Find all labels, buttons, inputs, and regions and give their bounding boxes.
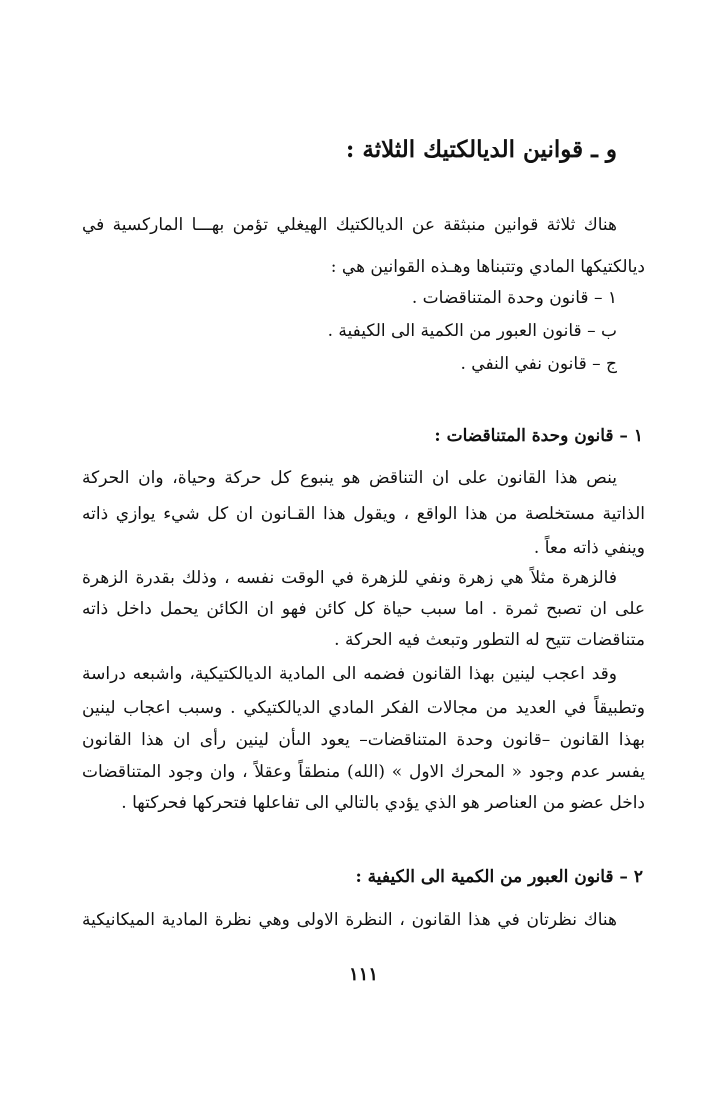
paragraph1-line-3: وينفي ذاته معاً . [533, 538, 645, 558]
law-item-3: ج – قانون نفي النفي . [460, 354, 617, 374]
law-item-2: ب – قانون العبور من الكمية الى الكيفية . [327, 321, 617, 341]
law-item-1: ١ – قانون وحدة المتناقضات . [411, 288, 617, 308]
page-number: ١١١ [348, 964, 378, 985]
subheading-quantity-to-quality: ٢ – قانون العبور من الكمية الى الكيفية : [355, 867, 643, 887]
subheading-unity-of-opposites: ١ – قانون وحدة المتناقضات : [434, 426, 643, 446]
paragraph2-line-2: على ان تصبح ثمرة . اما سبب حياة كل كائن فهو ان الكائن يحمل داخل ذاته [82, 599, 645, 619]
paragraph3-line-3: بهذا القانون –قانون وحدة المتناقضات– يعود الىأن لينين رأى ان هذا القانون [82, 730, 645, 750]
paragraph3-line-1: وقد اعجب لينين بهذا القانون فضمه الى المادية الديالكتيكية، واشبعه دراسة [82, 664, 617, 684]
paragraph2-line-1: فالزهرة مثلاً هي زهرة ونفي للزهرة في الوقت نفسه ، وذلك بقدرة الزهرة [82, 568, 617, 588]
paragraph1-line-2: الذاتية مستخلصة من هذا الواقع ، ويقول هذا القـانون ان كل شيء يوازي ذاته [82, 504, 645, 524]
paragraph2-line-3: متناقضات تتيح له التطور وتبعث فيه الحركة . [334, 630, 645, 650]
paragraph3-line-4: يفسر عدم وجود « المحرك الاول » (الله) منطقاً وعقلاً ، وان وجود المتناقضات [82, 762, 645, 782]
intro-line-1: هناك ثلاثة قوانين منبثقة عن الديالكتيك الهيغلي تؤمن بهـــا الماركسية في [82, 215, 617, 235]
paragraph3-line-5: داخل عضو من العناصر هو الذي يؤدي بالتالي الى تفاعلها فتحركها فحركتها . [121, 793, 645, 813]
intro-line-2: ديالكتيكها المادي وتتبناها وهـذه القوانين هي : [330, 257, 645, 277]
paragraph1-line-1: ينص هذا القانون على ان التناقض هو ينبوع كل حركة وحياة، وان الحركة [82, 468, 617, 488]
section-title: و ـ قوانين الديالكتيك الثلاثة : [345, 136, 617, 163]
paragraph4-line-1: هناك نظرتان في هذا القانون ، النظرة الاولى وهي نظرة المادية الميكانيكية [82, 910, 617, 930]
paragraph3-line-2: وتطبيقاً في العديد من مجالات الفكر المادي الديالكتيكي . وسبب اعجاب لينين [82, 698, 645, 718]
